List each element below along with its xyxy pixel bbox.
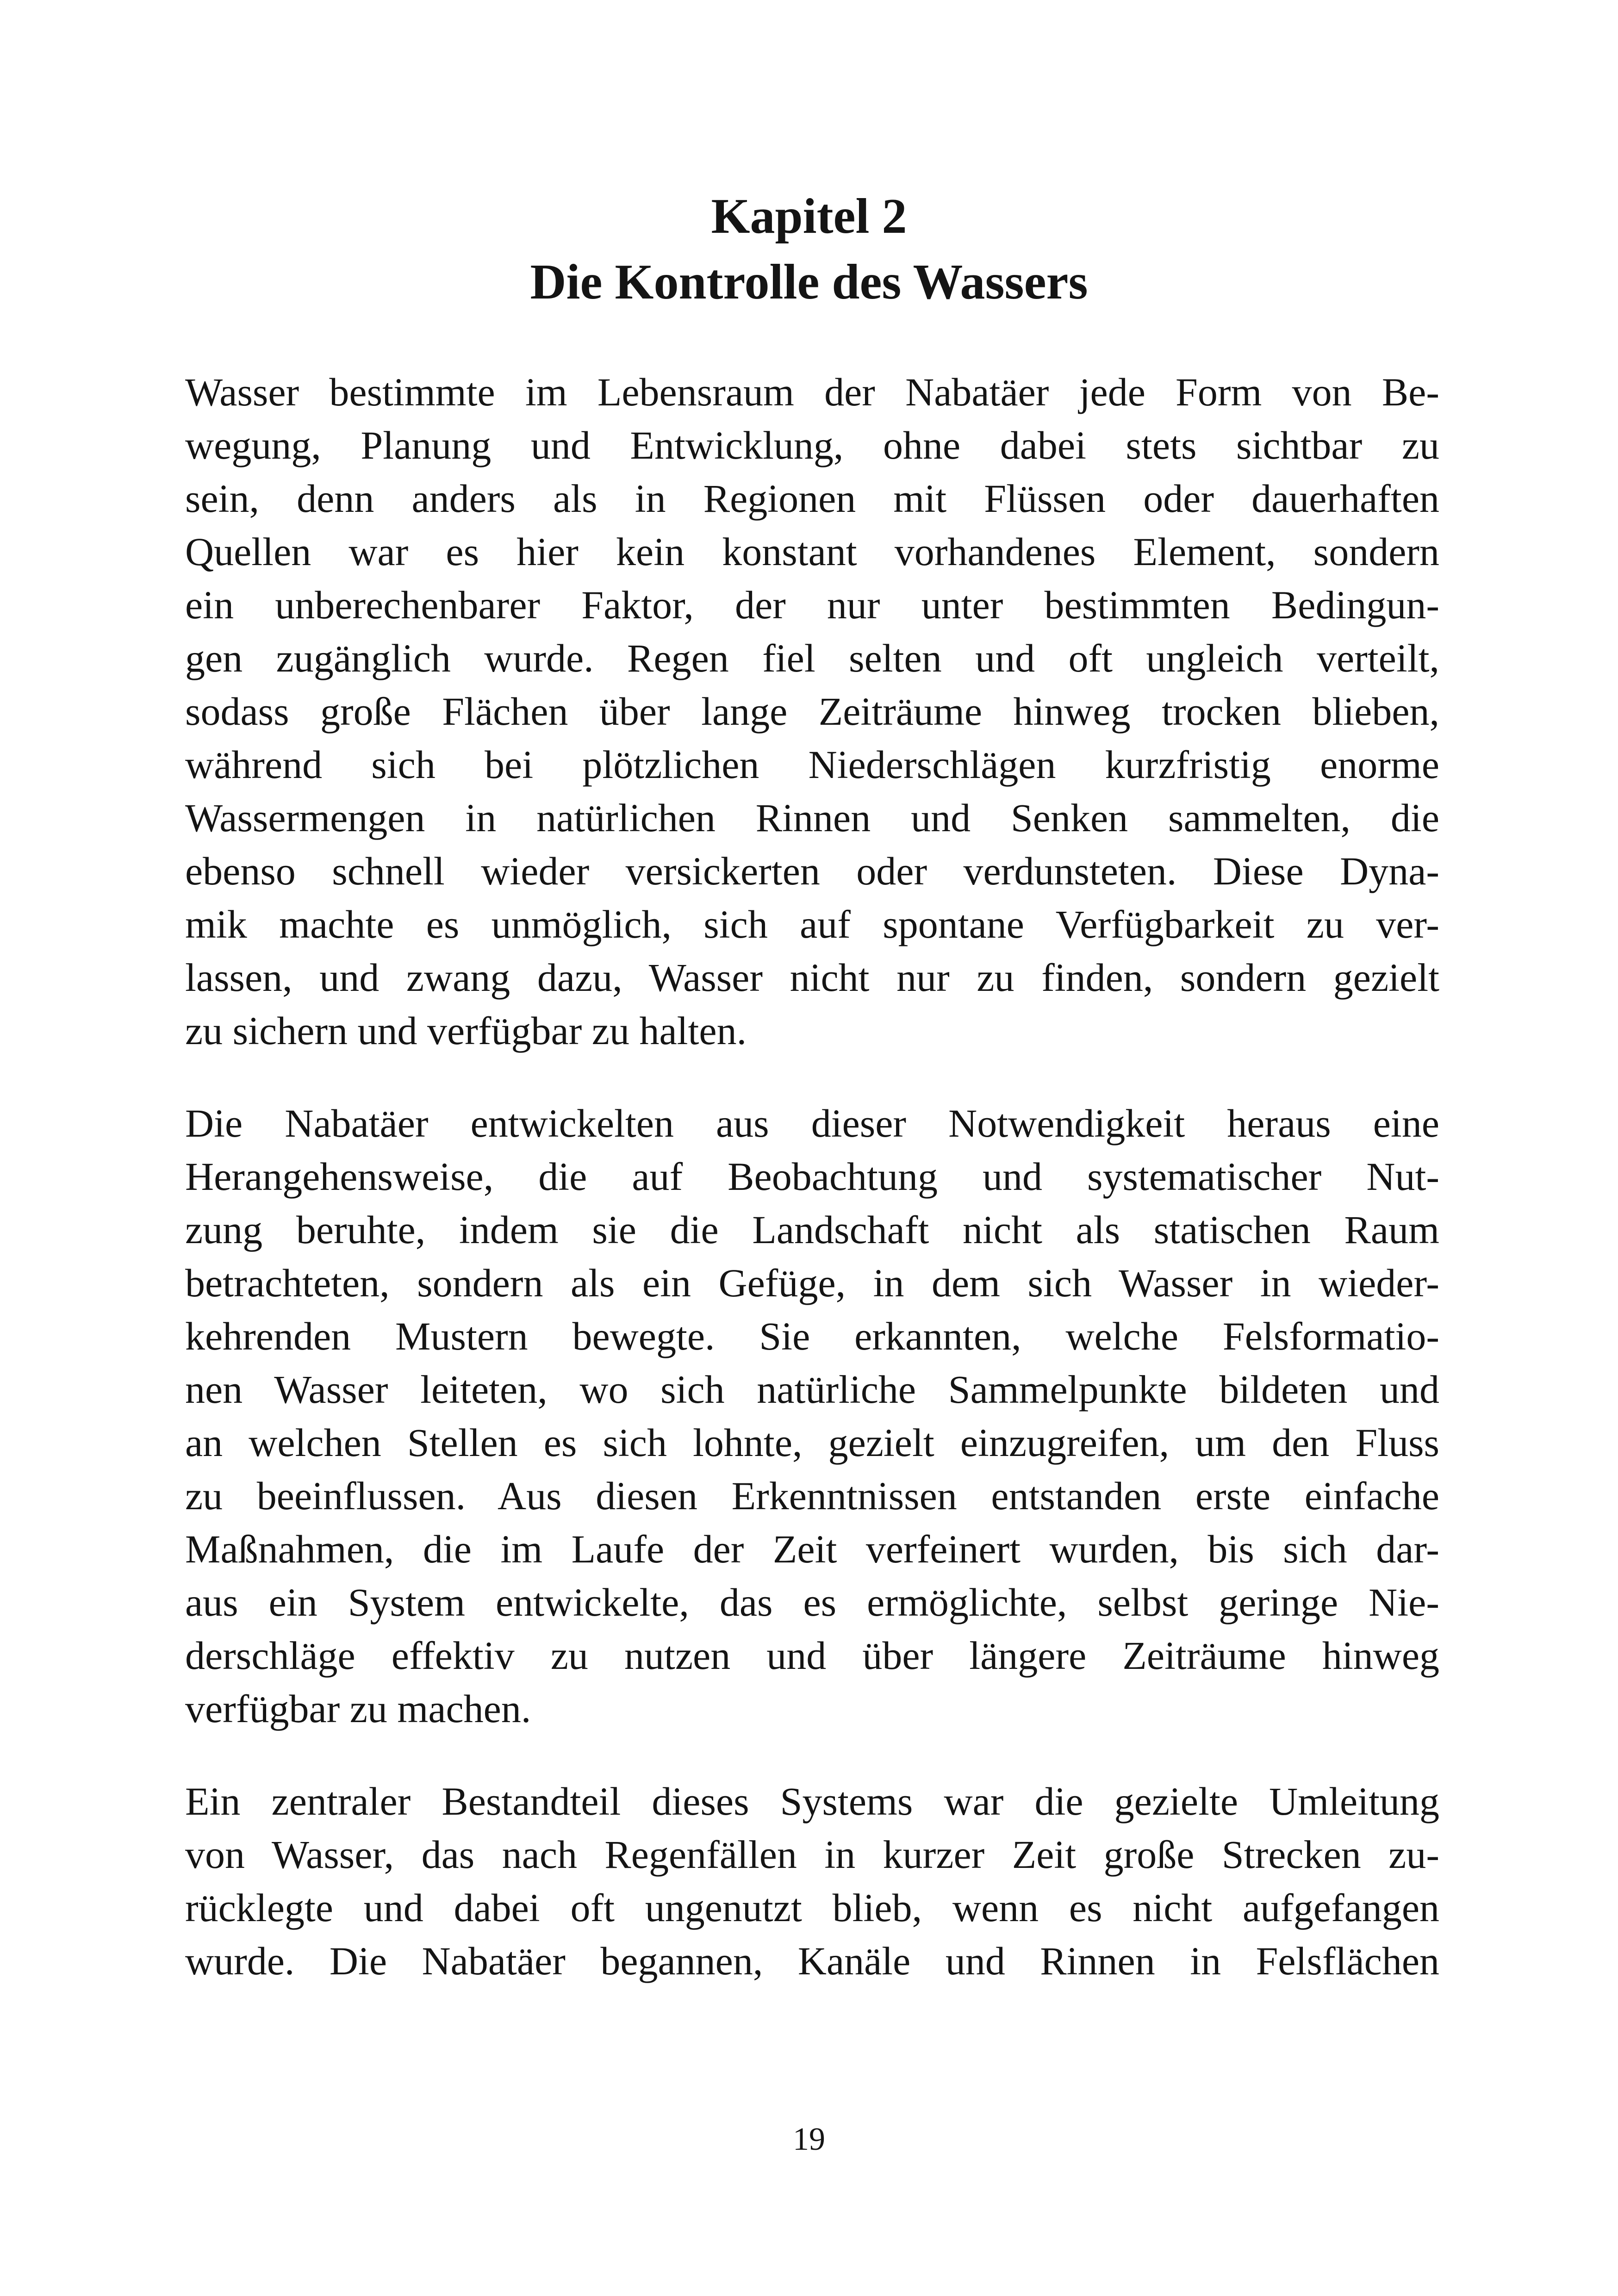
text-line: sein, denn anders als in Regionen mit Flüssen oder dauerhaften [185,476,1439,521]
text-line: während sich bei plötzlichen Niederschlägen kurzfristig enorme [185,742,1439,787]
text-line: betrachteten, sondern als ein Gefüge, in dem sich Wasser in wieder- [185,1261,1439,1305]
chapter-title: Die Kontrolle des Wassers [530,255,1088,310]
text-line: Wassermengen in natürlichen Rinnen und Senken sammelten, die [185,796,1439,840]
chapter-number: Kapitel 2 [711,189,907,244]
text-line: Quellen war es hier kein konstant vorhandenes Element, sondern [185,529,1439,574]
text-line: zu sichern und verfügbar zu halten. [185,1008,747,1053]
text-line: Die Nabatäer entwickelten aus dieser Notwendigkeit heraus eine [185,1101,1439,1145]
paragraph-1 [185,366,1439,1058]
text-line: Maßnahmen, die im Laufe der Zeit verfeinert wurden, bis sich dar- [185,1527,1439,1571]
text-line: zung beruhte, indem sie die Landschaft nicht als statischen Raum [185,1207,1439,1252]
text-line: wegung, Planung und Entwicklung, ohne dabei stets sichtbar zu [185,423,1439,467]
text-line: derschläge effektiv zu nutzen und über längere Zeiträume hinweg [185,1633,1439,1678]
text-line: kehrenden Mustern bewegte. Sie erkannten, welche Felsformatio- [185,1314,1439,1358]
text-line: ebenso schnell wieder versickerten oder verdunsteten. Diese Dyna- [185,849,1439,893]
text-line: verfügbar zu machen. [185,1686,531,1731]
text-line: rücklegte und dabei oft ungenutzt blieb, wenn es nicht aufgefangen [185,1885,1439,1930]
text-line: gen zugänglich wurde. Regen fiel selten und oft ungleich verteilt, [185,636,1439,680]
page-number: 19 [793,2122,825,2157]
text-line: mik machte es unmöglich, sich auf spontane Verfügbarkeit zu ver- [185,902,1439,946]
text-line: nen Wasser leiteten, wo sich natürliche Sammelpunkte bildeten und [185,1367,1439,1412]
text-line: sodass große Flächen über lange Zeiträume hinweg trocken blieben, [185,689,1439,734]
text-line: aus ein System entwickelte, das es ermöglichte, selbst geringe Nie- [185,1580,1439,1624]
text-line: Herangehensweise, die auf Beobachtung und systematischer Nut- [185,1154,1439,1199]
text-line: Wasser bestimmte im Lebensraum der Nabatäer jede Form von Be- [185,370,1439,414]
paragraph-2 [185,1097,1439,1736]
text-line: zu beeinflussen. Aus diesen Erkenntnissen entstanden erste einfache [185,1474,1439,1518]
text-line: wurde. Die Nabatäer begannen, Kanäle und Rinnen in Felsflächen [185,1939,1439,1983]
text-line: von Wasser, das nach Regenfällen in kurzer Zeit große Strecken zu- [185,1832,1439,1877]
text-line: ein unberechenbarer Faktor, der nur unter bestimmten Bedingun- [185,583,1439,627]
text-line: an welchen Stellen es sich lohnte, gezielt einzugreifen, um den Fluss [185,1420,1439,1465]
text-line: Ein zentraler Bestandteil dieses Systems war die gezielte Umleitung [185,1779,1439,1823]
text-line: lassen, und zwang dazu, Wasser nicht nur zu finden, sondern gezielt [185,955,1439,1000]
paragraph-3 [185,1775,1439,1988]
